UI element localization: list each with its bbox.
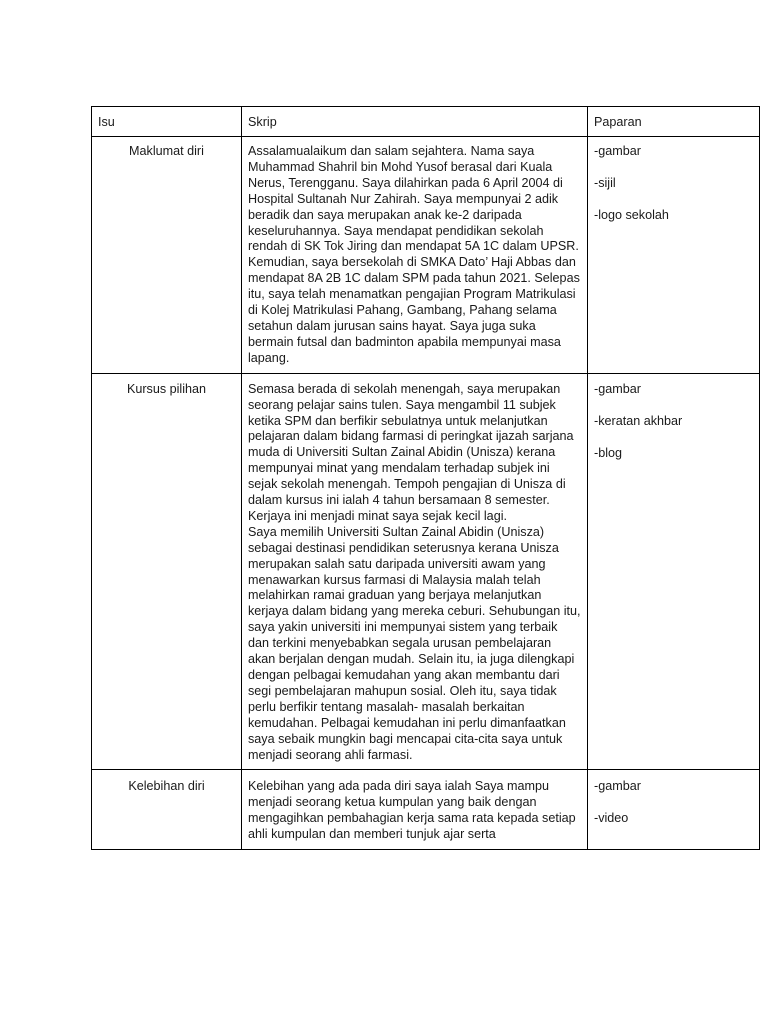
table-row (92, 137, 760, 374)
paparan-item: -blog (594, 445, 623, 460)
skrip-paragraph: Semasa berada di sekolah menengah, saya merupakan seorang pelajar sains tulen. Saya mengambil 11 subjek ketika SPM dan berfikir sebulatnya untuk melanjutkan pelajaran dalam bidang farmasi di peringkat ijazah sarjana muda di Universiti Sultan Zainal Abidin (Unisza) kerana mempunyai minat yang mendalam terhadap subjek ini sejak sekolah menengah. Tempoh pengajian di Unisza di dalam kursus ini ialah 4 tahun bersamaan 8 semester. Kerjaya ini menjadi minat saya sejak kecil lagi. (248, 381, 574, 523)
paparan-item: -video (594, 811, 629, 826)
header-row (92, 107, 760, 137)
table-row (92, 770, 760, 850)
isu-cell: Kelebihan diri (92, 770, 242, 850)
skrip-cell (242, 770, 588, 850)
paparan-item: -gambar (594, 144, 641, 158)
script-table (91, 106, 760, 850)
table-row (92, 373, 760, 770)
isu-cell: Kursus pilihan (92, 373, 242, 770)
skrip-paragraph: Saya memilih Universiti Sultan Zainal Abidin (Unisza) sebagai destinasi pendidikan seterusnya kerana Unisza merupakan salah satu daripada universiti awam yang menawarkan kursus farmasi di Malaysia malah telah melahirkan ramai graduan yang berjaya melanjutkan kerjaya dalam bidang yang mereka ceburi. Sehubungan itu, saya yakin universiti ini mempunyai sistem yang terbaik dan terkini menyebabkan segala urusan pembelajaran akan berjalan dengan mudah. Selain itu, ia juga dilengkapi dengan pelbagai kemudahan yang akan membantu dari segi pembelajaran mahupun sosial. Oleh itu, saya tidak perlu berfikir tentang masalah- masalah berkaitan kemudahan. Pelbagai kemudahan ini perlu dimanfaatkan saya sebaik mungkin bagi mencapai cita-cita saya untuk menjadi seorang ahli farmasi. (248, 524, 581, 762)
paparan-cell (588, 373, 760, 770)
paparan-cell (588, 137, 760, 374)
header-skrip: Skrip (242, 107, 588, 137)
paparan-item: -gambar (594, 779, 641, 794)
paparan-item: -gambar (594, 381, 641, 396)
header-paparan: Paparan (588, 107, 760, 137)
paparan-item: -sijil (594, 175, 616, 190)
skrip-paragraph: Assalamualaikum dan salam sejahtera. Nama saya Muhammad Shahril bin Mohd Yusof berasal dari Kuala Nerus, Terengganu. Saya dilahirkan pada 6 April 2004 di Hospital Sultanah Nur Zahirah. Saya mempunyai 2 adik beradik dan saya merupakan anak ke-2 daripada keseluruhannya. Saya mendapat pendidikan sekolah rendah di SK Tok Jiring dan mendapat 5A 1C dalam UPSR. Kemudian, saya bersekolah di SMKA Dato’ Haji Abbas dan mendapat 8A 2B 1C dalam SPM pada tahun 2021. Selepas itu, saya telah menamatkan pengajian Program Matrikulasi di Kolej Matrikulasi Pahang, Gambang, Pahang selama setahun dalam jurusan sains hayat. Saya juga suka bermain futsal dan badminton apabila mempunyai masa lapang. (248, 144, 580, 365)
paparan-cell (588, 770, 760, 850)
paparan-item: -keratan akhbar (594, 413, 683, 428)
skrip-cell (242, 373, 588, 770)
header-isu: Isu (92, 107, 242, 137)
skrip-paragraph: Kelebihan yang ada pada diri saya ialah Saya mampu menjadi seorang ketua kumpulan yang baik dengan mengagihkan pembahagian kerja sama rata kepada setiap ahli kumpulan dan memberi tunjuk ajar serta (248, 779, 576, 842)
isu-cell: Maklumat diri (92, 137, 242, 374)
paparan-item: -logo sekolah (594, 207, 669, 222)
skrip-cell (242, 137, 588, 374)
